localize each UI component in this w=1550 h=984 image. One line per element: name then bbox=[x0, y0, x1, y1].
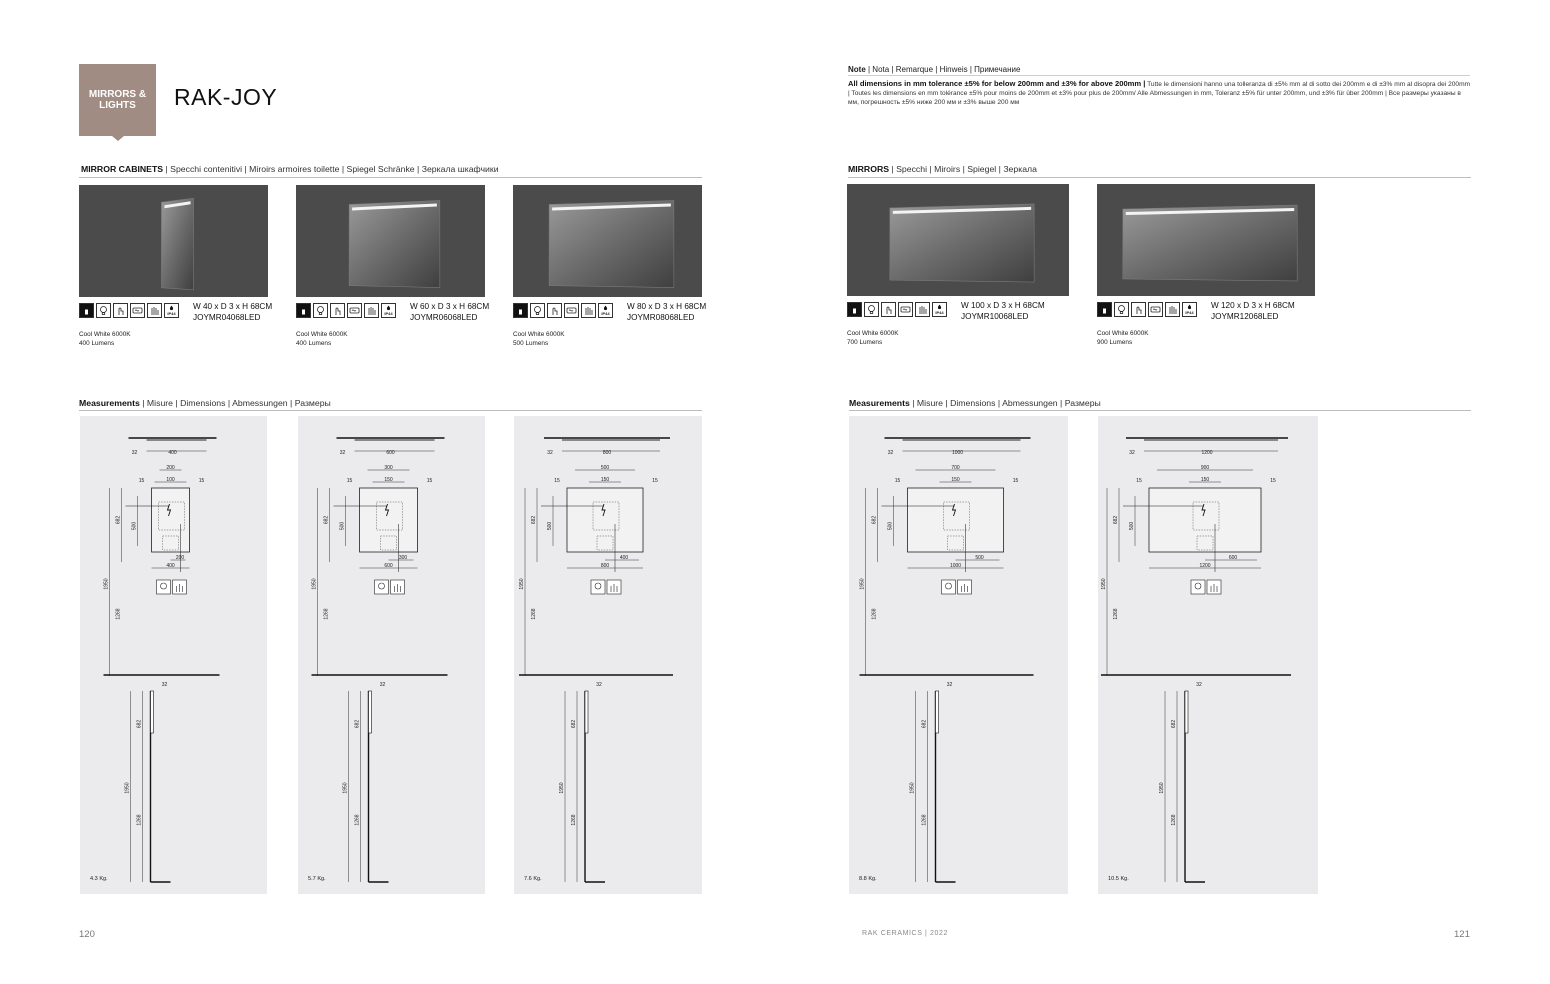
dimension-label: 15 bbox=[426, 478, 433, 484]
product-code: JOYMR04068LED bbox=[193, 313, 261, 322]
technical-drawing bbox=[849, 416, 1068, 894]
dimension-label: 682 bbox=[1171, 719, 1177, 729]
ip-rating-label: IP44 bbox=[167, 311, 176, 316]
technical-drawing bbox=[514, 416, 702, 894]
technical-drawing bbox=[298, 416, 485, 894]
dimension-label: 1268 bbox=[1171, 814, 1177, 826]
dimension-label: 682 bbox=[323, 515, 330, 525]
dimension-label: 682 bbox=[1113, 515, 1119, 525]
heated-pad-icon bbox=[898, 302, 913, 317]
ip-rating-label: IP44 bbox=[935, 310, 944, 315]
product-dimensions: W 100 x D 3 x H 68CM bbox=[961, 301, 1045, 310]
light-color: Cool White 6000K bbox=[79, 331, 131, 338]
heated-pad-icon bbox=[130, 303, 145, 318]
feature-icons bbox=[847, 302, 947, 317]
dimension-label: 682 bbox=[571, 719, 577, 729]
dimension-label: 15 bbox=[652, 478, 658, 484]
heated-pad-icon bbox=[564, 303, 579, 318]
dimension-label: 800 bbox=[602, 450, 612, 456]
light-color: Cool White 6000K bbox=[296, 331, 348, 338]
dimension-label: 500 bbox=[1129, 521, 1135, 531]
dimension-label: 1950 bbox=[124, 782, 131, 794]
dimension-label: 682 bbox=[531, 515, 537, 525]
dimension-label: 500 bbox=[600, 465, 610, 471]
hand-sensor-icon bbox=[1165, 302, 1180, 317]
product-code: JOYMR08068LED bbox=[627, 313, 695, 322]
feature-icons bbox=[1097, 302, 1197, 317]
dimension-label: 300 bbox=[384, 465, 393, 471]
bulb-icon bbox=[1114, 302, 1129, 317]
section-divider bbox=[79, 177, 702, 178]
dimension-label: 1950 bbox=[559, 782, 565, 794]
dimension-label: 1268 bbox=[115, 608, 122, 620]
hand-touch-icon bbox=[881, 302, 896, 317]
product-spec bbox=[193, 301, 272, 323]
dimension-label: 682 bbox=[115, 515, 122, 525]
dimension-label: 15 bbox=[346, 478, 353, 484]
bulb-icon bbox=[313, 303, 328, 318]
note-text: All dimensions in mm tolerance ±5% for below 200mm and ±3% for above 200mm | Tutte le dimensioni hanno una tolleranza di ±5% mm al di sotto dei 200mm e di ±3% mm al disopra dei 200mm | Toutes les dimensions en mm tolérance ±5% pour moins de 200mm et ±3% pour plus de 200mm/ Alle Abmessungen in mm, Toleranz ±5% für unter 200mm, und ±3% für über 200mm | Все размеры указаны в мм, погрешность ±5% ниже 200 мм и ±3% выше 200 мм bbox=[848, 79, 1471, 106]
dimmer-switch-icon bbox=[1097, 302, 1112, 317]
note-divider bbox=[848, 75, 1470, 76]
hand-sensor-icon bbox=[147, 303, 162, 318]
dimension-label: 15 bbox=[1136, 478, 1142, 484]
product-weight: 7.6 Kg. bbox=[524, 876, 542, 882]
dimension-label: 32 bbox=[1196, 682, 1202, 688]
dimension-label: 500 bbox=[547, 521, 553, 531]
hand-sensor-icon bbox=[364, 303, 379, 318]
dimension-label: 600 bbox=[1228, 555, 1238, 561]
product-weight: 4.3 Kg. bbox=[90, 876, 108, 882]
section-divider bbox=[849, 410, 1471, 411]
dimension-label: 682 bbox=[136, 719, 143, 729]
dimension-label: 1268 bbox=[354, 814, 361, 826]
section-heading-measurements: Measurements | Misure | Dimensions | Abmessungen | Размеры bbox=[849, 398, 1101, 408]
dimension-label: 600 bbox=[386, 450, 395, 456]
product-spec bbox=[961, 300, 1045, 322]
hand-touch-icon bbox=[113, 303, 128, 318]
product-photo bbox=[513, 185, 702, 297]
section-heading-measurements: Measurements | Misure | Dimensions | Abmessungen | Размеры bbox=[79, 398, 331, 408]
product-light-spec bbox=[79, 330, 131, 348]
dimension-label: 700 bbox=[951, 465, 960, 471]
dimension-label: 1268 bbox=[921, 814, 928, 826]
page-number-right: 121 bbox=[1454, 929, 1470, 940]
dimension-label: 900 bbox=[1200, 465, 1210, 471]
dimension-label: 1950 bbox=[103, 578, 110, 590]
hand-sensor-icon bbox=[581, 303, 596, 318]
light-color: Cool White 6000K bbox=[1097, 330, 1149, 337]
ip44-icon bbox=[164, 303, 179, 318]
product-code: JOYMR10068LED bbox=[961, 312, 1029, 321]
light-lumens: 700 Lumens bbox=[847, 339, 883, 346]
category-tag-line1: MIRRORS & bbox=[88, 89, 147, 100]
dimension-label: 150 bbox=[384, 477, 393, 483]
product-photo bbox=[79, 185, 268, 297]
dimension-label: 400 bbox=[619, 555, 629, 561]
dimension-label: 800 bbox=[600, 563, 610, 569]
dimension-label: 400 bbox=[168, 450, 177, 456]
dimension-label: 500 bbox=[975, 555, 984, 561]
dimension-label: 32 bbox=[131, 450, 138, 456]
dimension-label: 32 bbox=[1129, 450, 1135, 456]
page-title: RAK-JOY bbox=[174, 84, 278, 110]
product-dimensions: W 60 x D 3 x H 68CM bbox=[410, 302, 490, 311]
dimension-label: 200 bbox=[175, 555, 185, 561]
dimmer-switch-icon bbox=[513, 303, 528, 318]
dimension-label: 1000 bbox=[951, 450, 964, 456]
dimension-label: 1950 bbox=[1101, 578, 1107, 590]
ip44-icon bbox=[932, 302, 947, 317]
product-photo bbox=[296, 185, 485, 297]
light-color: Cool White 6000K bbox=[847, 330, 899, 337]
feature-icons bbox=[79, 303, 179, 318]
dimension-label: 150 bbox=[951, 477, 960, 483]
product-photo bbox=[1097, 184, 1315, 296]
dimension-label: 32 bbox=[161, 682, 168, 688]
dimension-label: 1200 bbox=[1199, 563, 1211, 569]
product-spec bbox=[627, 301, 706, 323]
dimension-label: 32 bbox=[946, 682, 953, 688]
dimension-label: 1268 bbox=[571, 814, 577, 826]
dimension-label: 150 bbox=[1200, 477, 1210, 483]
dimmer-switch-icon bbox=[847, 302, 862, 317]
dimension-label: 32 bbox=[547, 450, 553, 456]
product-light-spec bbox=[1097, 329, 1149, 347]
ip44-icon bbox=[1182, 302, 1197, 317]
dimension-label: 1950 bbox=[1159, 782, 1165, 794]
dimension-label: 1950 bbox=[909, 782, 916, 794]
bulb-icon bbox=[96, 303, 111, 318]
section-divider bbox=[848, 177, 1471, 178]
dimension-label: 682 bbox=[354, 719, 361, 729]
product-weight: 5.7 Kg. bbox=[308, 876, 326, 882]
heated-pad-icon bbox=[1148, 302, 1163, 317]
light-lumens: 500 Lumens bbox=[513, 340, 549, 347]
product-photo bbox=[847, 184, 1069, 296]
dimension-label: 100 bbox=[166, 477, 175, 483]
feature-icons bbox=[513, 303, 613, 318]
ip-rating-label: IP44 bbox=[601, 311, 610, 316]
ip44-icon bbox=[381, 303, 396, 318]
dimension-label: 200 bbox=[166, 465, 175, 471]
section-heading-cabinets: MIRROR CABINETS | Specchi contenitivi | Miroirs armoires toilette | Spiegel Schränke | Зеркала шкафчики bbox=[81, 164, 499, 174]
technical-drawing bbox=[1098, 416, 1318, 894]
footer-brand: RAK CERAMICS | 2022 bbox=[862, 930, 948, 937]
product-weight: 10.5 Kg. bbox=[1108, 876, 1129, 882]
bulb-icon bbox=[530, 303, 545, 318]
dimension-label: 1200 bbox=[1201, 450, 1213, 456]
dimension-label: 500 bbox=[887, 521, 894, 531]
dimension-label: 1268 bbox=[1113, 608, 1119, 620]
section-heading-mirrors: MIRRORS | Specchi | Miroirs | Spiegel | Зеркала bbox=[848, 164, 1037, 174]
ip-rating-label: IP44 bbox=[384, 311, 393, 316]
dimension-label: 15 bbox=[198, 478, 205, 484]
dimmer-switch-icon bbox=[296, 303, 311, 318]
dimension-label: 400 bbox=[166, 563, 175, 569]
hand-touch-icon bbox=[330, 303, 345, 318]
hand-touch-icon bbox=[1131, 302, 1146, 317]
product-dimensions: W 120 x D 3 x H 68CM bbox=[1211, 301, 1295, 310]
dimension-label: 32 bbox=[379, 682, 386, 688]
category-tag bbox=[79, 64, 156, 136]
product-dimensions: W 40 x D 3 x H 68CM bbox=[193, 302, 273, 311]
hand-touch-icon bbox=[547, 303, 562, 318]
section-divider bbox=[79, 410, 702, 411]
dimension-label: 1950 bbox=[859, 578, 866, 590]
product-dimensions: W 80 x D 3 x H 68CM bbox=[627, 302, 707, 311]
dimension-label: 1000 bbox=[949, 563, 962, 569]
dimension-label: 1268 bbox=[871, 608, 878, 620]
dimension-label: 300 bbox=[398, 555, 408, 561]
dimension-label: 600 bbox=[384, 563, 393, 569]
light-color: Cool White 6000K bbox=[513, 331, 565, 338]
light-lumens: 400 Lumens bbox=[296, 340, 332, 347]
dimension-label: 500 bbox=[339, 521, 346, 531]
light-lumens: 900 Lumens bbox=[1097, 339, 1133, 346]
product-weight: 8.8 Kg. bbox=[859, 876, 877, 882]
product-code: JOYMR12068LED bbox=[1211, 312, 1279, 321]
product-light-spec bbox=[296, 330, 348, 348]
dimension-label: 682 bbox=[871, 515, 878, 525]
dimension-label: 15 bbox=[554, 478, 560, 484]
ip44-icon bbox=[598, 303, 613, 318]
dimension-label: 500 bbox=[131, 521, 138, 531]
dimension-label: 682 bbox=[921, 719, 928, 729]
feature-icons bbox=[296, 303, 396, 318]
product-light-spec bbox=[847, 329, 899, 347]
dimmer-switch-icon bbox=[79, 303, 94, 318]
product-code: JOYMR06068LED bbox=[410, 313, 478, 322]
dimension-label: 1950 bbox=[519, 578, 525, 590]
dimension-label: 150 bbox=[600, 477, 610, 483]
technical-drawing bbox=[80, 416, 267, 894]
dimension-label: 1950 bbox=[311, 578, 318, 590]
dimension-label: 32 bbox=[339, 450, 346, 456]
ip-rating-label: IP44 bbox=[1185, 310, 1194, 315]
light-lumens: 400 Lumens bbox=[79, 340, 115, 347]
dimension-label: 15 bbox=[138, 478, 145, 484]
dimension-label: 32 bbox=[887, 450, 894, 456]
bulb-icon bbox=[864, 302, 879, 317]
page-number-left: 120 bbox=[79, 929, 95, 940]
dimension-label: 15 bbox=[1012, 478, 1019, 484]
dimension-label: 1950 bbox=[342, 782, 349, 794]
product-spec bbox=[410, 301, 489, 323]
hand-sensor-icon bbox=[915, 302, 930, 317]
product-spec bbox=[1211, 300, 1295, 322]
dimension-label: 1268 bbox=[531, 608, 537, 620]
product-light-spec bbox=[513, 330, 565, 348]
note-heading: Note | Nota | Remarque | Hinweis | Примечание bbox=[848, 65, 1021, 74]
heated-pad-icon bbox=[347, 303, 362, 318]
dimension-label: 1268 bbox=[323, 608, 330, 620]
dimension-label: 1268 bbox=[136, 814, 143, 826]
dimension-label: 32 bbox=[596, 682, 602, 688]
dimension-label: 15 bbox=[894, 478, 901, 484]
category-tag-line2: LIGHTS bbox=[99, 100, 136, 111]
category-tag-notch bbox=[112, 136, 124, 141]
dimension-label: 15 bbox=[1270, 478, 1276, 484]
